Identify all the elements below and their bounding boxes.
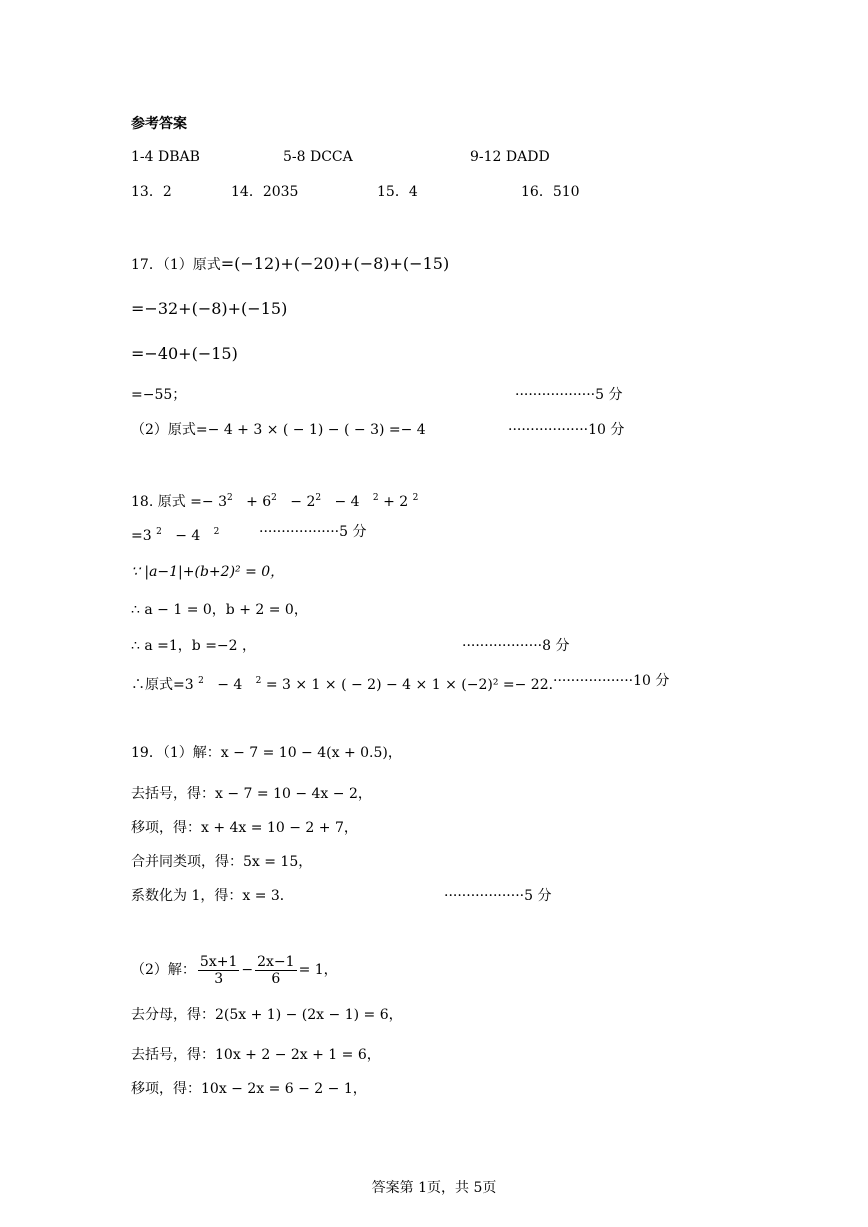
q18-term: 18. 原式 =− 3 xyxy=(131,494,227,510)
q18-exp: 2 xyxy=(255,676,262,686)
equation-rhs: = 1， xyxy=(298,962,338,978)
q19-line-5: 系数化为 1，得：x = 3． xyxy=(131,888,294,904)
fill-answer-13: 13．2 xyxy=(131,184,172,200)
choice-answers-1-4: 1-4 DBAB xyxy=(131,149,200,165)
q18-line-2 xyxy=(131,522,219,546)
q19-label: （2）解： xyxy=(131,962,196,978)
fill-answer-16: 16．510 xyxy=(521,184,580,200)
q18-line-3: ∵ |a−1|+(b+2)² = 0， xyxy=(131,564,285,580)
q17-line-4: =−55； xyxy=(131,387,187,403)
denominator: 3 xyxy=(214,970,224,987)
q19-line-6 xyxy=(131,952,338,988)
page-footer: 答案第 1页，共 5页 xyxy=(371,1180,497,1196)
q17-line-2: =−32+(−8)+(−15) xyxy=(131,299,288,318)
q18-exp: 2 xyxy=(315,493,322,503)
q18-exp: 2 xyxy=(372,493,379,503)
q18-term: − 4 xyxy=(334,494,360,510)
q18-exp: 2 xyxy=(213,527,220,537)
q17-score-1: ··················5 分 xyxy=(515,387,623,403)
q18-line-5: ∴ a =1，b =−2 ， xyxy=(131,638,257,654)
q19-line-9: 移项，得：10x − 2x = 6 − 2 − 1， xyxy=(131,1081,367,1097)
q18-term: − 2 xyxy=(290,494,316,510)
q18-term: + 6 xyxy=(246,494,272,510)
q17-score-2: ··················10 分 xyxy=(508,422,625,438)
fraction xyxy=(198,954,239,987)
choice-answers-9-12: 9-12 DADD xyxy=(470,149,550,165)
section-title: 参考答案 xyxy=(131,116,187,132)
q19-score-1: ··················5 分 xyxy=(444,888,552,904)
q18-term: ∴原式=3 xyxy=(131,677,194,693)
q19-line-8: 去括号，得：10x + 2 − 2x + 1 = 6， xyxy=(131,1047,381,1063)
q18-exp: 2 xyxy=(412,493,419,503)
q18-term: − 4 xyxy=(217,677,243,693)
q18-score-1: ··················5 分 xyxy=(259,524,367,540)
q17-line-3: =−40+(−15) xyxy=(131,344,238,363)
minus-sign: − xyxy=(241,962,254,978)
q18-line-1 xyxy=(131,488,418,512)
fraction xyxy=(255,954,296,987)
q17-line-1 xyxy=(131,254,449,275)
q18-term: =3 xyxy=(131,528,152,544)
q18-term: + 2 xyxy=(383,494,409,510)
q19-line-1: 19．（1）解：x − 7 = 10 − 4(x + 0.5)， xyxy=(131,745,402,761)
q19-line-4: 合并同类项，得：5x = 15， xyxy=(131,854,313,870)
choice-answers-5-8: 5-8 DCCA xyxy=(283,149,353,165)
q19-line-2: 去括号，得：x − 7 = 10 − 4x − 2， xyxy=(131,786,372,802)
q18-line-4: ∴ a − 1 = 0，b + 2 = 0， xyxy=(131,602,308,618)
q18-term: − 4 xyxy=(175,528,201,544)
q17-label: 17．（1）原式 xyxy=(131,257,221,273)
fill-answer-14: 14．2035 xyxy=(231,184,299,200)
numerator: 2x−1 xyxy=(257,953,295,970)
q18-term: = 3 × 1 × ( − 2) − 4 × 1 × (−2)² =− 22． xyxy=(265,677,563,693)
q19-line-3: 移项，得：x + 4x = 10 − 2 + 7， xyxy=(131,820,358,836)
fill-answer-15: 15．4 xyxy=(377,184,418,200)
numerator: 5x+1 xyxy=(199,953,238,970)
q18-exp: 2 xyxy=(226,493,233,503)
q18-score-2: ··················8 分 xyxy=(462,638,570,654)
q17-expr-1: =(−12)+(−20)+(−8)+(−15) xyxy=(220,254,450,273)
q18-exp: 2 xyxy=(156,527,162,537)
q18-exp: 2 xyxy=(198,676,204,686)
q18-line-6 xyxy=(131,671,563,695)
denominator: 6 xyxy=(271,970,281,987)
q18-score-3: ··················10 分 xyxy=(553,673,670,689)
q19-line-7: 去分母，得：2(5x + 1) − (2x − 1) = 6， xyxy=(131,1007,403,1023)
q18-exp: 2 xyxy=(271,493,277,503)
q17-line-5: （2）原式=− 4 + 3 × ( − 1) − ( − 3) =− 4 xyxy=(131,422,426,438)
